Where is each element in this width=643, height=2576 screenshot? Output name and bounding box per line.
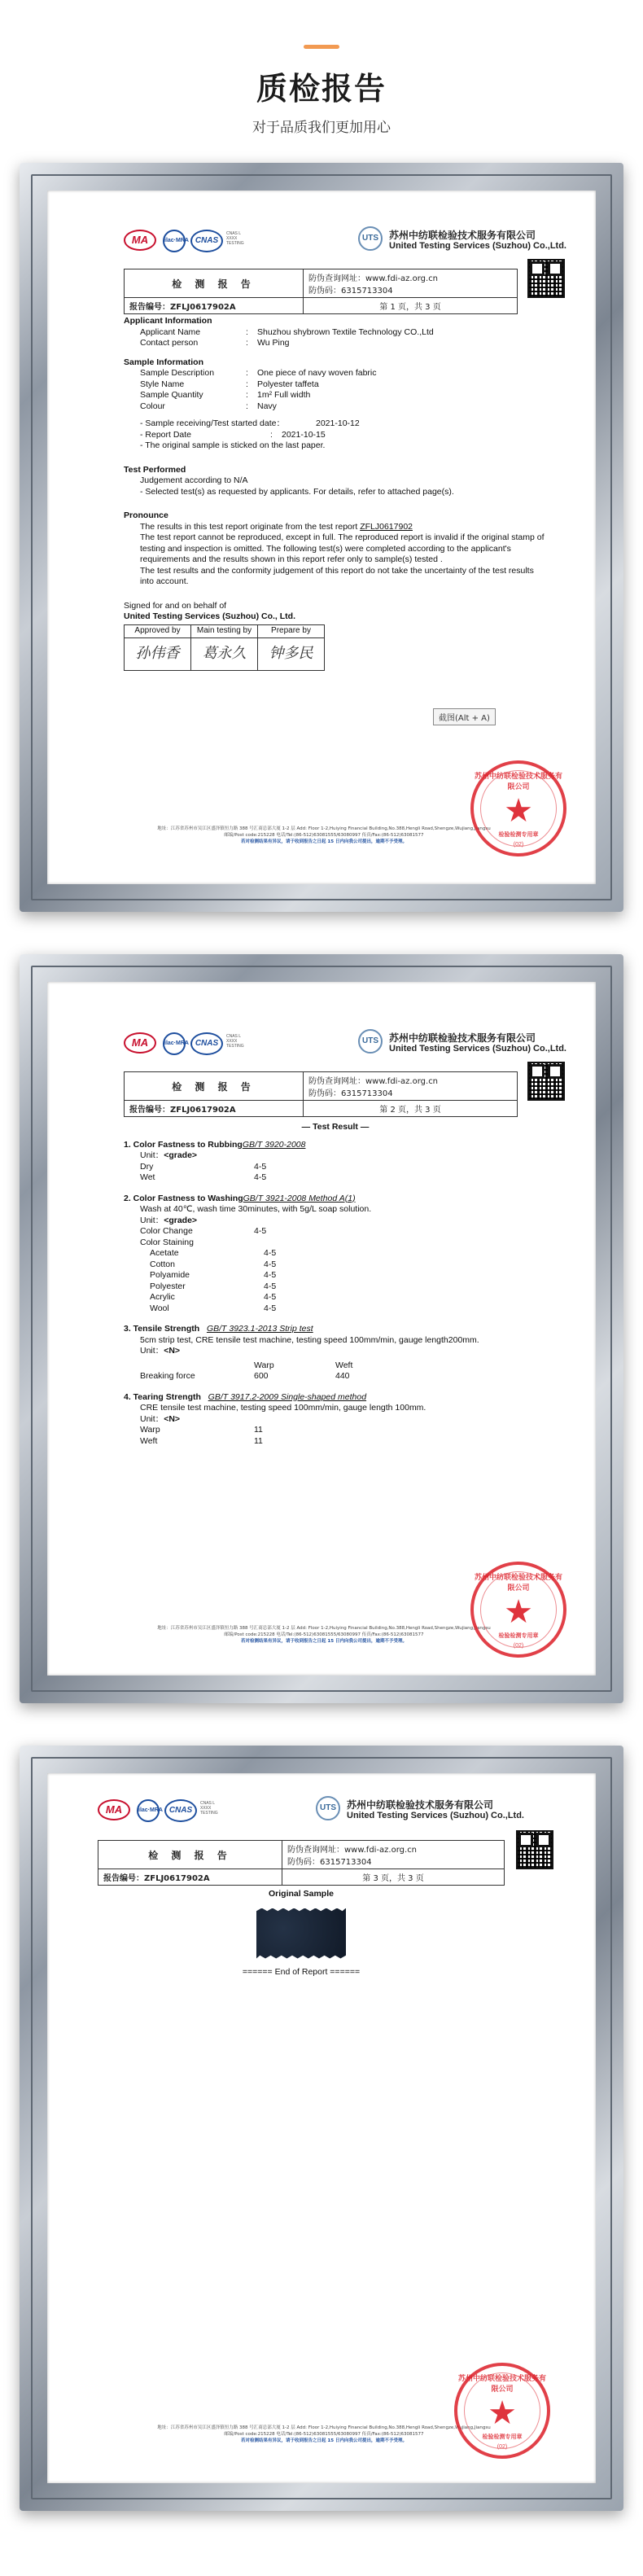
company-name-cn: 苏州中纺联检验技术服务有限公司	[389, 1032, 536, 1044]
stamp-label: 检验检测专用章	[498, 1632, 539, 1639]
test1-result-value: 4-5	[254, 1161, 267, 1172]
accreditation-logos	[124, 225, 287, 257]
end-of-report: ====== End of Report ======	[242, 1966, 361, 1977]
test4-standard: GB/T 3917.2-2009 Single-shaped method	[208, 1391, 367, 1402]
test3-breaking-force-label: Breaking force	[140, 1371, 195, 1381]
cnas-caption: CNAS L XXXX TESTING	[226, 231, 244, 246]
test2-name: 2. Color Fastness to Washing	[124, 1193, 243, 1203]
test4-title	[124, 1392, 547, 1404]
style-value: Polyester taffeta	[257, 379, 319, 389]
verify-url-cell	[304, 1072, 518, 1101]
test2-color-change-label: Color Change	[140, 1226, 193, 1236]
test3-header-row	[124, 1360, 547, 1372]
stamp-number: (02)	[513, 842, 524, 848]
footer-contact: 邮编/Post code:215228 电话/Tel:(86-512)63081555/63080997 传真/Fax:(86-512)63081577	[224, 1632, 424, 1637]
prepare-by-label: Prepare by	[258, 624, 325, 637]
header-accent-bar	[304, 45, 339, 49]
company-header	[358, 225, 570, 257]
selected-tests-text: - Selected test(s) as requested by applicants. For details, refer to attached page(s).	[140, 486, 454, 497]
test4-result-label: Weft	[140, 1435, 158, 1446]
report-number-cell	[125, 298, 304, 314]
company-name-en: United Testing Services (Suzhou) Co.,Ltd.	[389, 241, 566, 251]
stamp-number: (02)	[496, 2444, 508, 2450]
test2-staining-value: 4-5	[264, 1248, 277, 1258]
verify-url: www.fdi-az.org.cn	[365, 274, 439, 283]
report-body-page-2	[124, 1117, 547, 1447]
test4-unit-label: Unit：	[140, 1413, 164, 1424]
star-icon: ★	[504, 1594, 533, 1630]
company-name-cn: 苏州中纺联检验技术服务有限公司	[389, 230, 536, 241]
applicant-info-heading: Applicant Information	[124, 316, 212, 326]
test4-unit	[124, 1414, 547, 1426]
test2-staining-row	[124, 1248, 547, 1260]
test2-staining-label: Polyester	[150, 1281, 186, 1291]
received-date-label: - Sample receiving/Test started date：	[140, 418, 285, 428]
style-label: Style Name	[140, 379, 185, 389]
test3-warp-header: Warp	[254, 1360, 274, 1370]
test3-breaking-force-row	[124, 1371, 547, 1382]
test3-conditions: 5cm strip test, CRE tensile test machine, testing speed 100mm/min, gauge length200mm.	[140, 1334, 479, 1345]
report-number: ZFLJ0617902A	[144, 1874, 210, 1883]
pronounce-origin-text: The results in this test report originate from the test report	[140, 521, 361, 532]
report-paper-page-2	[47, 982, 596, 1676]
official-stamp	[470, 1562, 566, 1658]
report-body-page-1: Applicant Information Applicant Name : Shuzhou shybrown Textile Technology CO.,Ltd Contact person : Wu Ping Sample Information Sample Description : One piece of navy woven fabric Style Name : Polyester taffeta Sample Quantity : 1m² Full width Colour : Navy - Sample receiving/Test started date： 2021-10-12 - Report Date : 2021-10-15 - The original sample is sticked on the last paper. Test Performed Judgement according to N/A - Selected test(s) as requested by applicants. For details, refer to attached page(s). Pronounce The results in this test report originate from the test report ZFLJ0617902 The test report cannot be reproduced, except in full. The reproduced report is invalid if the original stamp of testing and inspection is omitted. The following test(s) were completed according to the applicant's requirements and the results shown in this report refer only to sample(s) tested . The test results and the conformity judgement of this report do not take the uncertainty of the test results into account. Signed for and on behalf of United Testing Services (Suzhou) Co., Ltd. Approved by Main testing by Prepare by 孙伟香 葛永久 钟多民	[124, 316, 547, 671]
test1-unit	[124, 1150, 547, 1162]
test1-result-label: Dry	[140, 1161, 154, 1172]
sample-desc-label: Sample Description	[140, 368, 215, 378]
report-title: 检 测 报 告	[98, 1841, 282, 1869]
report-info-table	[98, 1840, 505, 1886]
company-name-en: United Testing Services (Suzhou) Co.,Ltd.	[347, 1811, 524, 1820]
test3-unit-label: Unit：	[140, 1346, 164, 1356]
original-sample-note: - The original sample is sticked on the last paper.	[140, 440, 326, 450]
verify-code-label: 防伪码：	[308, 287, 341, 296]
report-number-cell	[98, 1869, 282, 1886]
company-logo: UTS	[358, 1029, 383, 1054]
test2-unit-value: <grade>	[164, 1215, 198, 1225]
qr-code	[516, 1830, 553, 1869]
verify-code-label: 防伪码：	[308, 1089, 341, 1098]
cnas-caption: CNAS L XXXX TESTING	[226, 1034, 244, 1049]
verify-code: 6315713304	[341, 287, 393, 296]
verify-url-cell	[304, 269, 518, 298]
test2-staining-row	[124, 1303, 547, 1315]
report-title: 检 测 报 告	[125, 1072, 304, 1101]
report-date-label: - Report Date	[140, 429, 192, 440]
test2-staining-label: Polyamide	[150, 1270, 190, 1280]
test1-result-row	[124, 1162, 547, 1173]
stamp-label: 检验检测专用章	[498, 831, 539, 838]
test1-result-label: Wet	[140, 1172, 155, 1182]
verify-url-label: 防伪查询网址：	[308, 1077, 365, 1086]
received-date-value: 2021-10-12	[316, 418, 360, 428]
approved-by-label: Approved by	[125, 624, 191, 637]
report-number-label: 报告编号：	[103, 1874, 144, 1883]
test3-title	[124, 1324, 547, 1335]
test-performed-heading: Test Performed	[124, 464, 186, 475]
report-body-page-3	[98, 1889, 505, 1978]
screenshot-hint-button[interactable]: 截图(Alt + A)	[433, 708, 496, 725]
test2-unit-label: Unit：	[140, 1215, 164, 1225]
test2-staining-row	[124, 1292, 547, 1303]
verify-url: www.fdi-az.org.cn	[344, 1846, 418, 1855]
report-info-table	[124, 1071, 518, 1117]
approver-signature: 孙伟香	[125, 637, 191, 670]
test4-result-label: Warp	[140, 1425, 160, 1435]
test3-weft-header: Weft	[335, 1360, 353, 1370]
test1-unit-label: Unit：	[140, 1150, 164, 1160]
quantity-value: 1m² Full width	[257, 390, 311, 400]
test2-staining-label: Acetate	[150, 1248, 179, 1258]
judgement-text: Judgement according to N/A	[140, 475, 248, 485]
ilac-logo: ilac·MRA	[163, 230, 186, 252]
pronounce-origin	[124, 522, 547, 533]
page-number: 第 2 页，共 3 页	[304, 1101, 518, 1117]
test2-staining-value: 4-5	[264, 1292, 277, 1302]
test1-result-value: 4-5	[254, 1172, 267, 1182]
test2-staining-label: Cotton	[150, 1259, 175, 1269]
test4-name: 4. Tearing Strength	[124, 1391, 201, 1402]
test2-color-change-row	[124, 1226, 547, 1238]
verify-url-label: 防伪查询网址：	[308, 274, 365, 283]
test3-standard: GB/T 3923.1-2013 Strip test	[206, 1324, 313, 1334]
test4-conditions: CRE tensile test machine, testing speed 100mm/min, gauge length 100mm.	[140, 1403, 426, 1413]
contact-value: Wu Ping	[257, 338, 290, 348]
test2-staining-value: 4-5	[264, 1281, 277, 1291]
stamp-label: 检验检测专用章	[482, 2434, 523, 2440]
stamp-company: 苏州中纺联检验技术服务有限公司	[474, 773, 562, 791]
cnas-caption: CNAS L XXXX TESTING	[200, 1801, 218, 1816]
test4-result-value: 11	[254, 1435, 263, 1446]
pronounce-origin-report: ZFLJ0617902	[360, 521, 413, 532]
report-number: ZFLJ0617902A	[170, 303, 236, 312]
quantity-label: Sample Quantity	[140, 390, 203, 400]
company-name-cn: 苏州中纺联检验技术服务有限公司	[347, 1799, 494, 1811]
test2-title	[124, 1194, 547, 1205]
signed-for-text: Signed for and on behalf of	[124, 600, 227, 611]
qr-code	[527, 1062, 565, 1101]
footer-address: 地址：江苏省苏州市吴江区盛泽镇恒力路 388 号汇商总部大厦 1-2 层 Add: Floor 1-2,Huiying Financial Building,No.388,Hengli Road,Shengze,Wujiang,Jiangsu	[157, 826, 491, 831]
report-number-cell	[125, 1101, 304, 1117]
ilac-logo: ilac·MRA	[163, 1032, 186, 1055]
pronounce-reproduction: The test report cannot be reproduced, except in full. The reproduced report is invalid if the original stamp of testing and inspection is omitted. The following test(s) were completed according to the applicant's requirements and the results shown in this report refer only to sample(s) tested .	[140, 532, 545, 564]
accreditation-logos	[98, 1794, 260, 1827]
company-logo: UTS	[358, 226, 383, 251]
test4-result-row	[124, 1436, 547, 1448]
test2-staining-row	[124, 1270, 547, 1281]
stamp-company: 苏州中纺联检验技术服务有限公司	[474, 1574, 562, 1592]
report-paper-page-3	[47, 1773, 596, 2483]
company-header	[358, 1027, 570, 1060]
report-number-label: 报告编号：	[129, 303, 170, 312]
test2-standard: GB/T 3921-2008 Method A(1)	[243, 1193, 356, 1203]
verify-url-label: 防伪查询网址：	[287, 1846, 344, 1855]
test2-color-staining-label: Color Staining	[140, 1237, 194, 1247]
contact-label: Contact person	[140, 338, 199, 348]
report-date-value: 2021-10-15	[282, 429, 326, 440]
test1-result-row	[124, 1172, 547, 1184]
cma-logo: MA	[124, 230, 156, 251]
official-stamp	[454, 2363, 550, 2459]
signature-table	[124, 624, 325, 671]
qr-code	[527, 259, 565, 298]
ilac-logo: ilac·MRA	[137, 1799, 160, 1822]
test-result-heading: — Test Result —	[301, 1122, 370, 1132]
test2-conditions: Wash at 40℃, wash time 30minutes, with 5g/L soap solution.	[140, 1204, 372, 1214]
test3-warp-value: 600	[254, 1371, 269, 1381]
report-frame-page-2	[20, 954, 623, 1703]
report-number-label: 报告编号：	[129, 1106, 170, 1115]
footer-address: 地址：江苏省苏州市吴江区盛泽镇恒力路 388 号汇商总部大厦 1-2 层 Add: Floor 1-2,Huiying Financial Building,No.388,Hengli Road,Shengze,Wujiang,Jiangsu	[157, 1626, 491, 1631]
test3-weft-value: 440	[335, 1371, 350, 1381]
official-stamp	[470, 760, 566, 856]
cnas-logo: CNAS	[164, 1799, 197, 1822]
test1-title	[124, 1140, 547, 1151]
test4-unit-value: <N>	[164, 1413, 181, 1424]
test1-name: 1. Color Fastness to Rubbing	[124, 1139, 243, 1150]
verify-code: 6315713304	[341, 1089, 393, 1098]
footer-notice: 若对检测结果有异议，请于收到报告之日起 15 日内向我公司提出，逾期不予受理。	[241, 839, 407, 844]
cnas-logo: CNAS	[190, 1032, 223, 1055]
test4-result-row	[124, 1425, 547, 1436]
pronounce-heading: Pronounce	[124, 510, 168, 520]
test1-standard: GB/T 3920-2008	[242, 1139, 306, 1150]
test4-result-value: 11	[254, 1425, 263, 1435]
report-paper-page-1	[47, 191, 596, 884]
original-sample-heading: Original Sample	[269, 1889, 334, 1899]
report-number: ZFLJ0617902A	[170, 1106, 236, 1115]
main-testing-by-label: Main testing by	[191, 624, 258, 637]
verify-url-cell	[282, 1841, 505, 1869]
footer-address: 地址：江苏省苏州市吴江区盛泽镇恒力路 388 号汇商总部大厦 1-2 层 Add: Floor 1-2,Huiying Financial Building,No.388,Hengli Road,Shengze,Wujiang,Jiangsu	[157, 2425, 491, 2430]
stamp-number: (02)	[513, 1643, 524, 1649]
stamp-company: 苏州中纺联检验技术服务有限公司	[457, 2375, 546, 2394]
colour-label: Colour	[140, 401, 165, 411]
verify-code-label: 防伪码：	[287, 1858, 320, 1867]
footer-contact: 邮编/Post code:215228 电话/Tel:(86-512)63081555/63080997 传真/Fax:(86-512)63081577	[224, 2432, 424, 2437]
test2-color-change-value: 4-5	[254, 1226, 267, 1236]
report-info-table	[124, 269, 518, 314]
test2-staining-value: 4-5	[264, 1270, 277, 1280]
fabric-sample-swatch	[256, 1908, 346, 1959]
test2-staining-value: 4-5	[264, 1303, 277, 1313]
footer-contact: 邮编/Post code:215228 电话/Tel:(86-512)63081555/63080997 传真/Fax:(86-512)63081577	[224, 833, 424, 838]
test2-unit	[124, 1216, 547, 1227]
sample-info-heading: Sample Information	[124, 357, 204, 367]
applicant-name-value: Shuzhou shybrown Textile Technology CO.,Ltd	[257, 326, 434, 337]
applicant-name-label: Applicant Name	[140, 326, 201, 337]
star-icon: ★	[504, 793, 533, 829]
company-header	[316, 1794, 544, 1827]
test2-staining-row	[124, 1260, 547, 1271]
page-number: 第 1 页，共 3 页	[304, 298, 518, 314]
star-icon: ★	[488, 2395, 517, 2431]
company-name-en: United Testing Services (Suzhou) Co.,Ltd.	[389, 1044, 566, 1054]
test2-staining-label: Acrylic	[150, 1292, 175, 1302]
cnas-logo: CNAS	[190, 230, 223, 252]
verify-url: www.fdi-az.org.cn	[365, 1077, 439, 1086]
report-title: 检 测 报 告	[125, 269, 304, 298]
test1-unit-value: <grade>	[164, 1150, 198, 1160]
page-subtitle: 对于品质我们更加用心	[252, 120, 391, 136]
colour-value: Navy	[257, 401, 277, 411]
company-logo: UTS	[316, 1796, 340, 1820]
verify-code: 6315713304	[320, 1858, 372, 1867]
test3-unit	[124, 1346, 547, 1357]
report-frame-page-3	[20, 1746, 623, 2511]
signed-company: United Testing Services (Suzhou) Co., Ltd.	[124, 611, 295, 621]
sample-desc-value: One piece of navy woven fabric	[257, 368, 377, 378]
pronounce-uncertainty: The test results and the conformity judgement of this report do not take the uncertainty of the test results into account.	[140, 565, 534, 586]
footer-notice: 若对检测结果有异议，请于收到报告之日起 15 日内向我公司提出，逾期不予受理。	[241, 2438, 407, 2443]
test3-unit-value: <N>	[164, 1346, 181, 1356]
test3-name: 3. Tensile Strength	[124, 1324, 200, 1334]
test2-staining-row	[124, 1281, 547, 1293]
tester-signature: 葛永久	[191, 637, 258, 670]
preparer-signature: 钟多民	[258, 637, 325, 670]
page-title: 质检报告	[256, 71, 387, 107]
cma-logo: MA	[124, 1032, 156, 1054]
footer-notice: 若对检测结果有异议，请于收到报告之日起 15 日内向我公司提出，逾期不予受理。	[241, 1639, 407, 1644]
accreditation-logos	[124, 1027, 287, 1060]
page-number: 第 3 页，共 3 页	[282, 1869, 505, 1886]
test2-staining-value: 4-5	[264, 1259, 277, 1269]
test2-staining-label: Wool	[150, 1303, 169, 1313]
report-frame-page-1	[20, 163, 623, 912]
cma-logo: MA	[98, 1799, 130, 1820]
